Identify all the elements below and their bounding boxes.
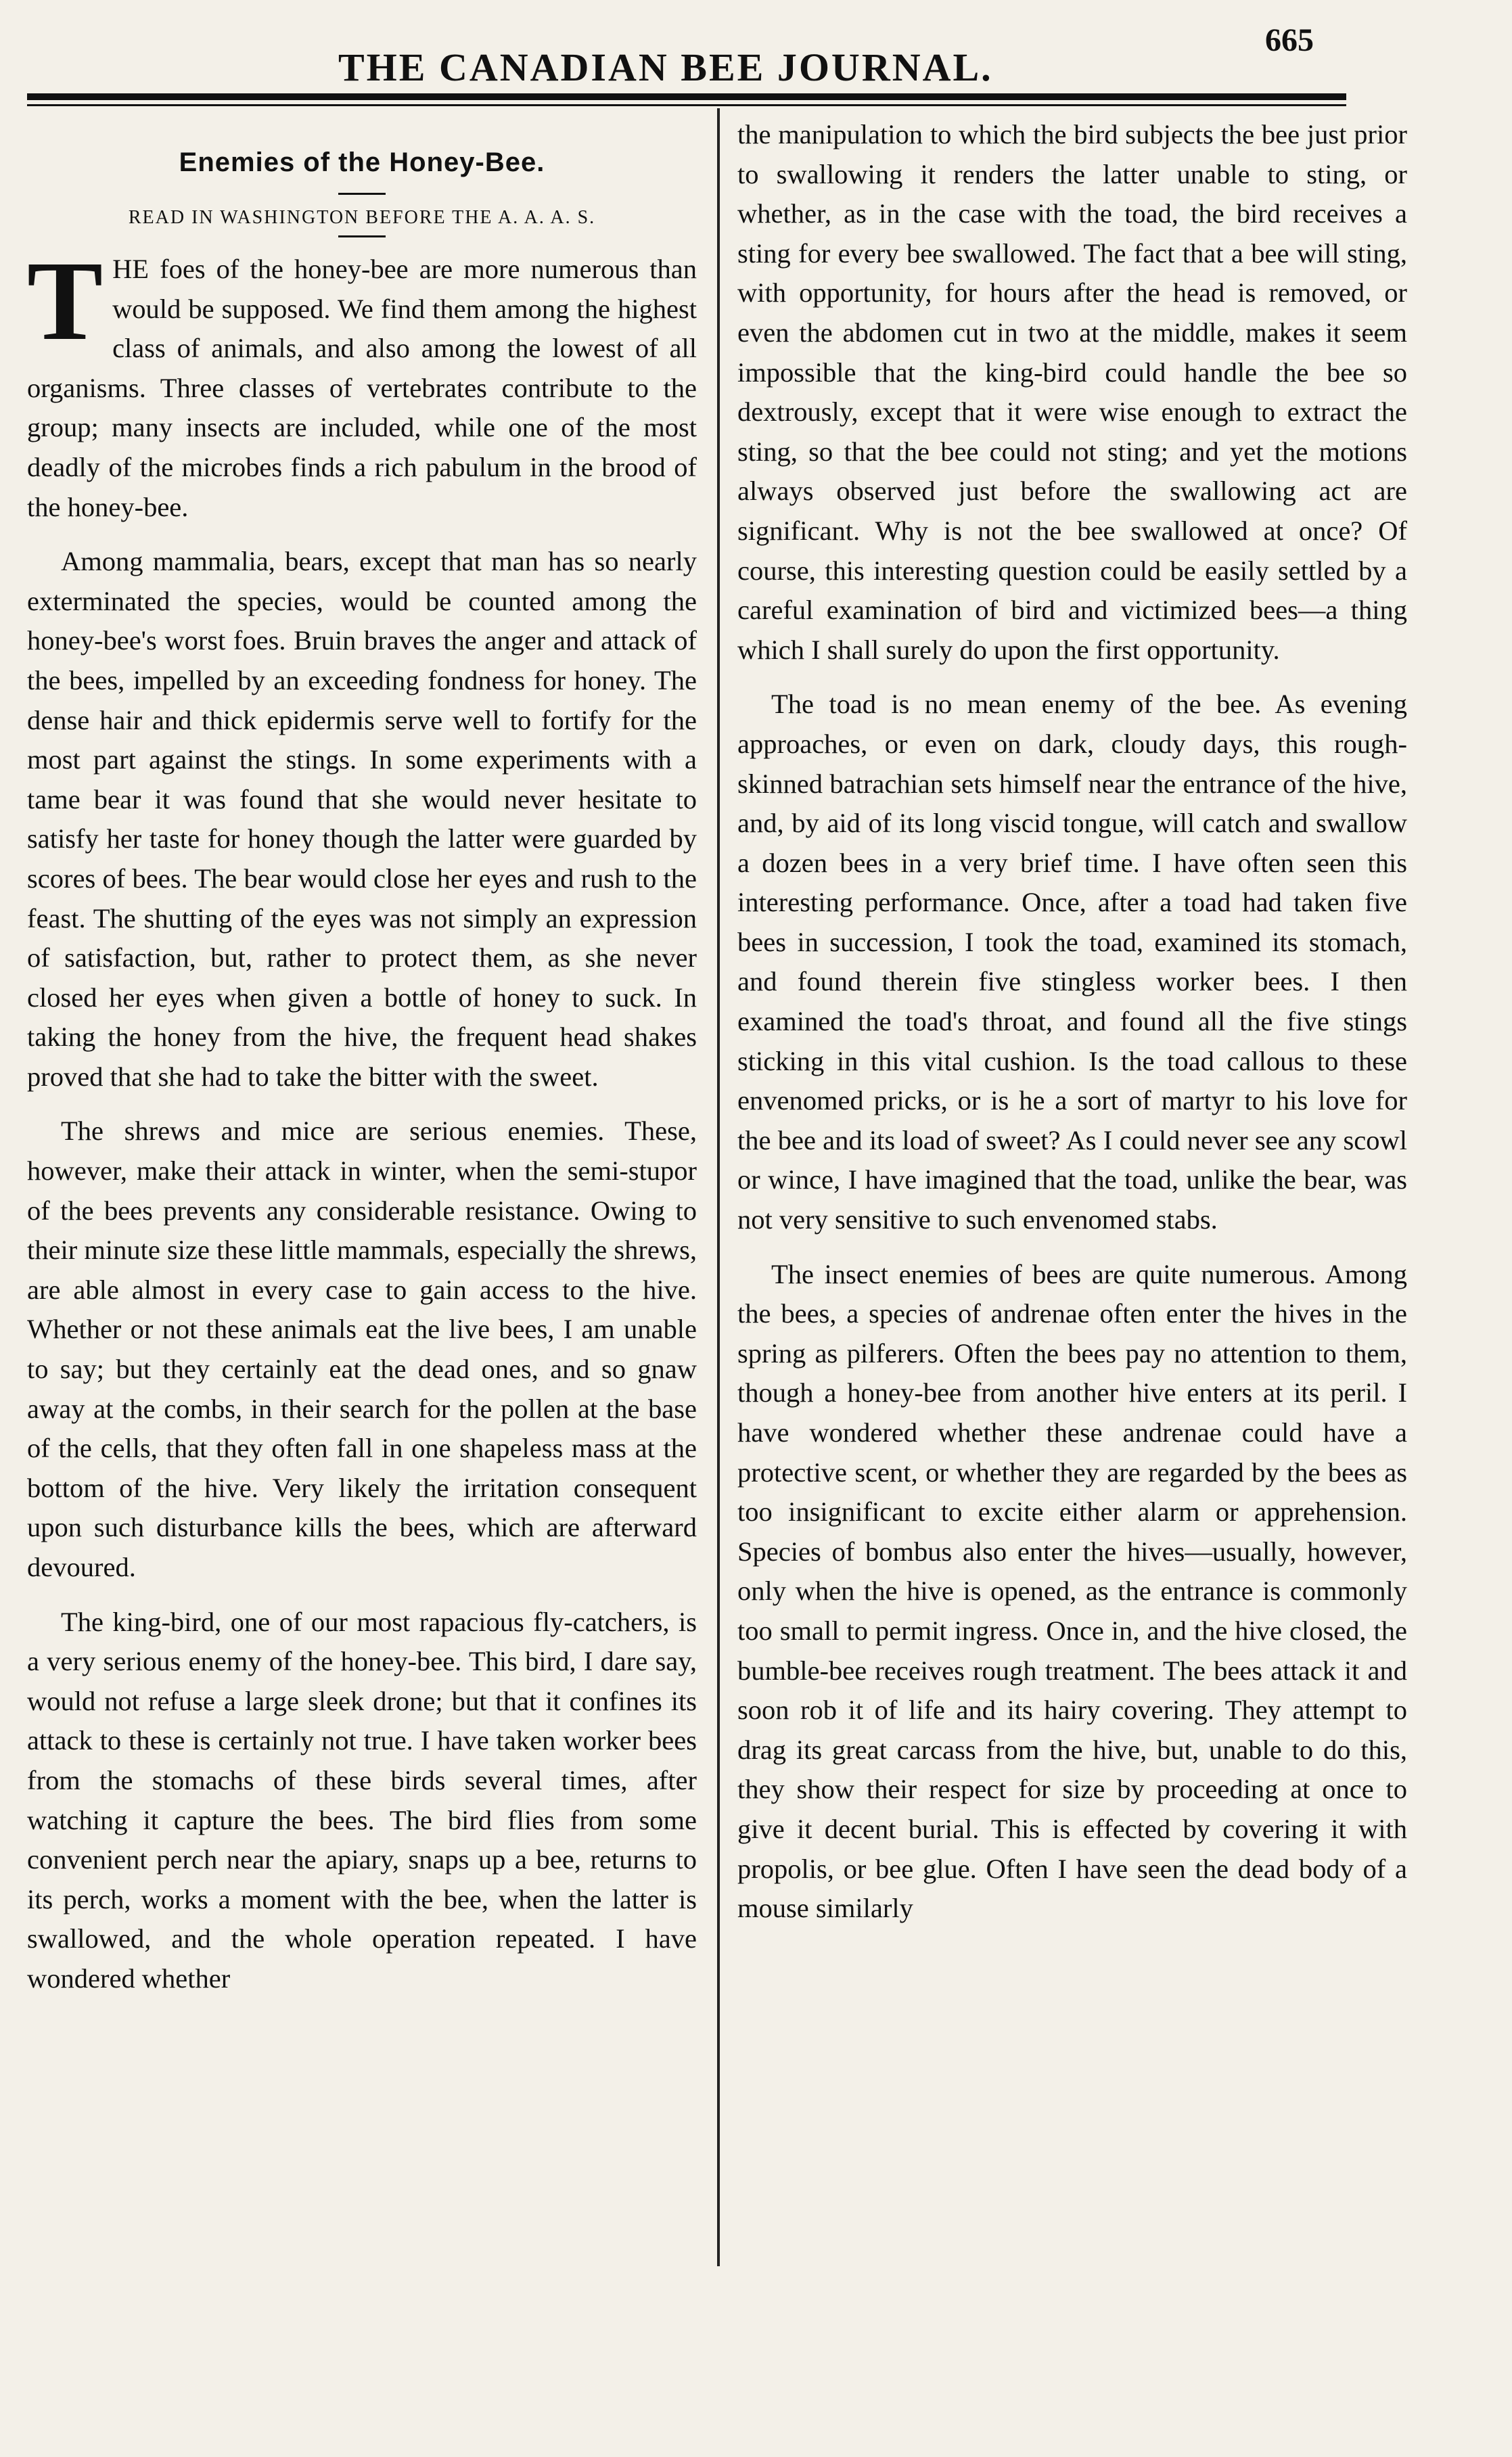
left-column: [27, 115, 697, 2014]
read-note-rule: [338, 235, 386, 237]
right-column: [737, 115, 1407, 1944]
paragraph-bears: Among mammalia, bears, except that man has so nearly exterminated the species, would be counted among the honey-bee's worst foes. Bruin braves the anger and attack of the bees, impelled by an exceeding fondness for honey. The dense hair and thick epidermis serve well to fortify for the most part against the stings. In some experiments with a tame bear it was found that she would never hesitate to satisfy her taste for honey though the latter were guarded by scores of bees. The bear would close her eyes and rush to the feast. The shutting of the eyes was not simply an expression of satisfaction, but, rather to protect them, as she never closed her eyes when given a bottle of honey to suck. In taking the honey from the hive, the frequent head shakes proved that she had to take the bitter with the sweet.: [27, 546, 697, 1092]
paragraph-text: HE foes of the honey-bee are more numerous than would be supposed. We find them among the highest class of animals, and also among the lowest of all organisms. Three classes of vertebrates contribute to the group; many insects are included, while one of the most deadly of the microbes finds a rich pabulum in the brood of the honey-bee.: [27, 254, 697, 522]
journal-title: THE CANADIAN BEE JOURNAL.: [338, 45, 993, 89]
paragraph-insects: The insect enemies of bees are quite numerous. Among the bees, a species of andrenae often enter the hives in the spring as pilferers. Often the bees pay no attention to them, though a honey-bee from another hive enters at its peril. I have wondered whether these andrenae could have a protective scent, or whether they are regarded by the bees as too insignificant to excite either alarm or apprehension. Species of bombus also enter the hives—usually, however, only when the hive is opened, as the entrance is commonly too small to permit ingress. Once in, and the hive closed, the bumble-bee receives rough treatment. The bees attack it and soon rob it of life and its hairy covering. They attempt to drag its great carcass from the hive, but, unable to do this, they show their respect for size by proceeding at once to give it decent burial. This is effected by covering it with propolis, or bee glue. Often I have seen the dead body of a mouse similarly: [737, 1258, 1407, 1924]
article-heading: Enemies of the Honey-Bee.: [179, 147, 545, 177]
drop-cap: T: [27, 238, 104, 364]
paragraph-continued: the manipulation to which the bird subjects the bee just prior to swallowing it renders the latter unable to sting, or whether, as in the case with the toad, the bird receives a sting for every bee swallowed. The fact that a bee will sting, with opportunity, for hours after the head is removed, or even the abdomen cut in two at the middle, makes it seem impossible that the king-bird could handle the bee so dextrously, except that it were wise enough to extract the sting, so that the bee could not sting; and yet the motions always observed just before the swallowing act are significant. Why is not the bee swallowed at once? Of course, this interesting question could be easily settled by a careful examination of bird and victimized bees—a thing which I shall surely do upon the first opportunity.: [737, 119, 1407, 665]
paragraph-intro: [27, 238, 697, 527]
paragraph-toad: The toad is no mean enemy of the bee. As evening approaches, or even on dark, cloudy days, this rough-skinned batrachian sets himself near the entrance of the hive, and, by aid of its long viscid tongue, will catch and swallow a dozen bees in a very brief time. I have often seen this interesting performance. Once, after a toad had taken five bees in succession, I took the toad, examined its stomach, and found therein five stingless worker bees. I then examined the toad's throat, and found all the five stings sticking in this vital cushion. Is the toad callous to these envenomed pricks, or is he a sort of martyr to his love for the bee and its load of sweet? As I could never see any scowl or wince, I have imagined that the toad, unlike the bear, was not very sensitive to such envenomed stabs.: [737, 689, 1407, 1235]
heading-rule: [338, 193, 386, 195]
read-note: READ IN WASHINGTON BEFORE THE A. A. A. S.: [128, 207, 596, 228]
column-divider: [717, 108, 720, 2266]
paragraph-king-bird: The king-bird, one of our most rapacious fly-catchers, is a very serious enemy of the honey-bee. This bird, I dare say, would not refuse a large sleek drone; but that it confines its attack to these is certainly not true. I have taken worker bees from the stomachs of these birds several times, after watching it capture the bees. The bird flies from some convenient perch near the apiary, snaps up a bee, returns to its perch, works a moment with the bee, when the latter is swallowed, and the whole operation repeated. I have wondered whether: [27, 1606, 697, 1994]
header-rule: [27, 93, 1346, 100]
header-rule-thin: [27, 104, 1346, 106]
paragraph-shrews: The shrews and mice are serious enemies. These, however, make their attack in winter, when the semi-stupor of the bees prevents any considerable resistance. Owing to their minute size these little mammals, especially the shrews, are able almost in every case to gain access to the hive. Whether or not these animals eat the live bees, I am unable to say; but they certainly eat the dead ones, and so gnaw away at the combs, in their search for the pollen at the base of the cells, that they often fall in one shapeless mass at the bottom of the hive. Very likely the irritation consequent upon such disturbance kills the bees, which are afterward devoured.: [27, 1116, 697, 1582]
page-header: [27, 19, 1482, 93]
page-number: 665: [1265, 22, 1314, 58]
